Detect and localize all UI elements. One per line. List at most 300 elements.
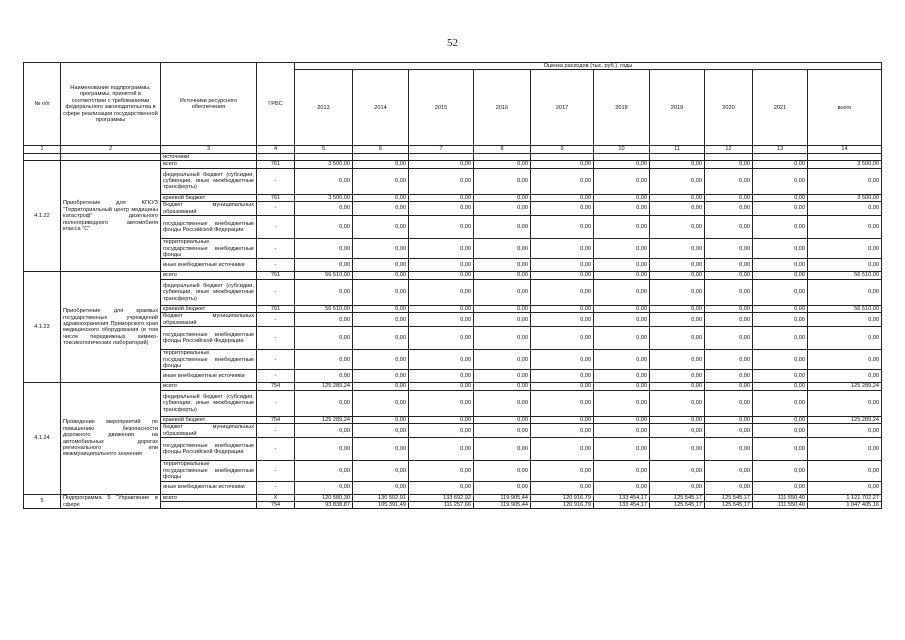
- value-cell: 0,00: [409, 481, 474, 494]
- value-cell: 0,00: [353, 239, 409, 259]
- source-cell: источники: [161, 153, 257, 160]
- header-grbs: ГРБС: [257, 63, 295, 146]
- source-cell: бюджет муниципальных образований: [161, 313, 257, 327]
- value-cell: 0,00: [295, 481, 353, 494]
- value-cell: 0,00: [650, 168, 705, 194]
- header-year: 2017: [531, 70, 594, 146]
- value-cell: 0,00: [531, 424, 594, 438]
- value-cell: 0,00: [705, 305, 753, 312]
- value-cell: 0,00: [705, 327, 753, 350]
- value-cell: 0,00: [705, 481, 753, 494]
- value-cell: 0,00: [295, 313, 353, 327]
- value-cell: 0,00: [409, 370, 474, 383]
- value-cell: 0,00: [808, 390, 882, 416]
- empty-cell: [409, 153, 474, 160]
- value-cell: 0,00: [594, 416, 650, 423]
- item-name: Приобретение для краевых государственных учреждений здравоохранения Приморского края медицинского оборудования (в том числе передвижных химико-токсикологических лабораторий): [61, 272, 161, 383]
- value-cell: 125 545,17: [705, 502, 753, 509]
- value-cell: 0,00: [295, 168, 353, 194]
- value-cell: 0,00: [705, 350, 753, 370]
- value-cell: 0,00: [531, 216, 594, 239]
- grbs-cell: -: [257, 216, 295, 239]
- value-cell: 0,00: [705, 279, 753, 305]
- value-cell: 0,00: [409, 461, 474, 481]
- value-cell: 0,00: [531, 416, 594, 423]
- header-year: 2018: [594, 70, 650, 146]
- value-cell: 0,00: [474, 438, 531, 461]
- page-number: 52: [447, 37, 458, 49]
- value-cell: 0,00: [705, 390, 753, 416]
- item-name: Подпрограмма 5 "Управление в сфере: [61, 494, 161, 509]
- value-cell: 0,00: [594, 194, 650, 201]
- column-number: 2: [61, 146, 161, 153]
- value-cell: 0,00: [650, 239, 705, 259]
- value-cell: 0,00: [753, 327, 808, 350]
- value-cell: 0,00: [474, 168, 531, 194]
- value-cell: 0,00: [409, 416, 474, 423]
- header-year: 2014: [353, 70, 409, 146]
- value-cell: 0,00: [594, 370, 650, 383]
- value-cell: 0,00: [705, 424, 753, 438]
- value-cell: 0,00: [474, 305, 531, 312]
- grbs-cell: -: [257, 350, 295, 370]
- grbs-cell: 754: [257, 502, 295, 509]
- header-year: 2016: [474, 70, 531, 146]
- value-cell: 0,00: [531, 259, 594, 272]
- grbs-cell: 761: [257, 305, 295, 312]
- value-cell: 0,00: [705, 202, 753, 216]
- grbs-cell: -: [257, 327, 295, 350]
- source-cell: краевой бюджет: [161, 305, 257, 312]
- grbs-cell: 754: [257, 416, 295, 423]
- value-cell: 0,00: [753, 161, 808, 168]
- value-cell: 0,00: [353, 259, 409, 272]
- value-cell: 1 121 702,27: [808, 494, 882, 501]
- header-year: 2020: [705, 70, 753, 146]
- header-year: всего: [808, 70, 882, 146]
- item-number: 4.1.23: [24, 272, 61, 383]
- grbs-cell: -: [257, 370, 295, 383]
- grbs-cell: 761: [257, 161, 295, 168]
- source-cell: всего: [161, 494, 257, 501]
- value-cell: 0,00: [808, 438, 882, 461]
- value-cell: 0,00: [594, 327, 650, 350]
- value-cell: 56 510,00: [808, 305, 882, 312]
- value-cell: 0,00: [474, 279, 531, 305]
- value-cell: 120 916,79: [531, 494, 594, 501]
- value-cell: 0,00: [705, 438, 753, 461]
- empty-cell: [353, 153, 409, 160]
- value-cell: 0,00: [474, 313, 531, 327]
- value-cell: 105 391,49: [353, 502, 409, 509]
- value-cell: 0,00: [594, 438, 650, 461]
- value-cell: 0,00: [531, 327, 594, 350]
- value-cell: 120 916,79: [531, 502, 594, 509]
- source-cell: государственные внебюджетные фонды Российской Федерации: [161, 327, 257, 350]
- empty-cell: [24, 153, 61, 160]
- source-cell: федеральный бюджет (субсидии, субвенции, иные межбюджетные трансферты): [161, 279, 257, 305]
- value-cell: 0,00: [753, 370, 808, 383]
- value-cell: 0,00: [353, 272, 409, 279]
- value-cell: 0,00: [409, 438, 474, 461]
- empty-cell: [295, 153, 353, 160]
- value-cell: 0,00: [295, 370, 353, 383]
- value-cell: 0,00: [650, 272, 705, 279]
- value-cell: 0,00: [474, 327, 531, 350]
- source-cell: краевой бюджет: [161, 416, 257, 423]
- value-cell: 0,00: [353, 216, 409, 239]
- value-cell: 0,00: [409, 168, 474, 194]
- value-cell: 0,00: [531, 370, 594, 383]
- value-cell: 0,00: [531, 161, 594, 168]
- source-cell: территориальные государственные внебюджетные фонды: [161, 239, 257, 259]
- value-cell: 3 500,00: [808, 194, 882, 201]
- budget-table: [23, 62, 882, 509]
- value-cell: 0,00: [705, 216, 753, 239]
- value-cell: 0,00: [808, 350, 882, 370]
- column-number-row: [24, 146, 882, 153]
- column-number: 6: [353, 146, 409, 153]
- value-cell: 0,00: [705, 239, 753, 259]
- source-cell: бюджет муниципальных образований: [161, 202, 257, 216]
- value-cell: 0,00: [474, 259, 531, 272]
- value-cell: 0,00: [705, 313, 753, 327]
- value-cell: 0,00: [474, 194, 531, 201]
- source-cell: иные внебюджетные источники: [161, 481, 257, 494]
- value-cell: 0,00: [808, 424, 882, 438]
- value-cell: 125 289,24: [295, 416, 353, 423]
- value-cell: 119 905,44: [474, 494, 531, 501]
- value-cell: 3 500,00: [808, 161, 882, 168]
- value-cell: 0,00: [650, 161, 705, 168]
- value-cell: 0,00: [705, 370, 753, 383]
- value-cell: 0,00: [474, 272, 531, 279]
- value-cell: 0,00: [594, 390, 650, 416]
- column-number: 3: [161, 146, 257, 153]
- value-cell: 0,00: [650, 416, 705, 423]
- value-cell: 0,00: [295, 424, 353, 438]
- header-estimate: Оценка расходов (тыс. руб.), годы: [295, 63, 882, 70]
- value-cell: 0,00: [474, 424, 531, 438]
- value-cell: 0,00: [594, 259, 650, 272]
- value-cell: 133 454,17: [594, 494, 650, 501]
- value-cell: 111 257,66: [409, 502, 474, 509]
- source-cell: федеральный бюджет (субсидии, субвенции, иные межбюджетные трансферты): [161, 168, 257, 194]
- value-cell: 0,00: [409, 390, 474, 416]
- value-cell: 0,00: [650, 202, 705, 216]
- value-cell: 0,00: [295, 202, 353, 216]
- source-cell: государственные внебюджетные фонды Российской Федерации: [161, 438, 257, 461]
- empty-cell: [705, 153, 753, 160]
- value-cell: 0,00: [474, 481, 531, 494]
- value-cell: 0,00: [531, 481, 594, 494]
- value-cell: 0,00: [808, 461, 882, 481]
- value-cell: 0,00: [650, 216, 705, 239]
- value-cell: 125 545,17: [705, 494, 753, 501]
- grbs-cell: -: [257, 424, 295, 438]
- value-cell: 0,00: [409, 216, 474, 239]
- grbs-cell: X: [257, 494, 295, 501]
- column-number: 11: [650, 146, 705, 153]
- value-cell: 0,00: [531, 272, 594, 279]
- value-cell: 0,00: [409, 424, 474, 438]
- source-cell: всего: [161, 383, 257, 390]
- value-cell: 0,00: [474, 416, 531, 423]
- value-cell: 0,00: [409, 259, 474, 272]
- empty-cell: [474, 153, 531, 160]
- value-cell: 125 289,24: [808, 416, 882, 423]
- value-cell: 125 545,17: [650, 502, 705, 509]
- value-cell: 0,00: [808, 239, 882, 259]
- value-cell: 0,00: [353, 383, 409, 390]
- column-number: 5: [295, 146, 353, 153]
- value-cell: 0,00: [650, 390, 705, 416]
- value-cell: 0,00: [753, 168, 808, 194]
- value-cell: 0,00: [808, 481, 882, 494]
- value-cell: 0,00: [353, 161, 409, 168]
- value-cell: 0,00: [650, 438, 705, 461]
- value-cell: 56 510,00: [295, 272, 353, 279]
- value-cell: 125 289,24: [808, 383, 882, 390]
- value-cell: 0,00: [474, 202, 531, 216]
- grbs-cell: -: [257, 202, 295, 216]
- value-cell: 0,00: [650, 305, 705, 312]
- value-cell: 1 047 405,16: [808, 502, 882, 509]
- source-cell: территориальные государственные внебюджетные фонды: [161, 350, 257, 370]
- value-cell: 93 838,87: [295, 502, 353, 509]
- value-cell: 0,00: [753, 305, 808, 312]
- value-cell: 0,00: [594, 424, 650, 438]
- value-cell: 0,00: [295, 239, 353, 259]
- item-number: 5: [24, 494, 61, 509]
- column-number: 13: [753, 146, 808, 153]
- value-cell: 0,00: [353, 416, 409, 423]
- value-cell: 0,00: [295, 438, 353, 461]
- source-cell: всего: [161, 161, 257, 168]
- value-cell: 0,00: [650, 383, 705, 390]
- value-cell: 0,00: [409, 327, 474, 350]
- value-cell: 0,00: [531, 279, 594, 305]
- grbs-cell: -: [257, 259, 295, 272]
- value-cell: 0,00: [594, 216, 650, 239]
- table-row: [24, 272, 882, 279]
- value-cell: 133 454,17: [594, 502, 650, 509]
- value-cell: 0,00: [705, 461, 753, 481]
- value-cell: 0,00: [753, 313, 808, 327]
- value-cell: 0,00: [409, 194, 474, 201]
- source-cell: [161, 502, 257, 509]
- empty-cell: [808, 153, 882, 160]
- value-cell: 0,00: [295, 327, 353, 350]
- value-cell: 56 510,00: [295, 305, 353, 312]
- value-cell: 0,00: [650, 370, 705, 383]
- value-cell: 0,00: [808, 370, 882, 383]
- value-cell: 0,00: [353, 390, 409, 416]
- grbs-cell: -: [257, 313, 295, 327]
- item-number: 4.1.24: [24, 383, 61, 494]
- value-cell: 0,00: [295, 390, 353, 416]
- value-cell: 0,00: [531, 383, 594, 390]
- value-cell: 0,00: [650, 424, 705, 438]
- value-cell: 0,00: [474, 239, 531, 259]
- source-cell: территориальные государственные внебюджетные фонды: [161, 461, 257, 481]
- value-cell: 0,00: [295, 279, 353, 305]
- value-cell: 0,00: [531, 390, 594, 416]
- grbs-cell: -: [257, 390, 295, 416]
- value-cell: 0,00: [353, 279, 409, 305]
- value-cell: 0,00: [594, 279, 650, 305]
- header-name: Наименование подпрограммы, программы, принятой в соответствии с требованиями федерального законодательства в сфере реализации государственной программы: [61, 63, 161, 146]
- value-cell: 0,00: [650, 327, 705, 350]
- value-cell: 0,00: [705, 416, 753, 423]
- value-cell: 0,00: [353, 424, 409, 438]
- value-cell: 3 500,00: [295, 194, 353, 201]
- value-cell: 0,00: [295, 216, 353, 239]
- source-cell: всего: [161, 272, 257, 279]
- value-cell: 0,00: [753, 461, 808, 481]
- value-cell: 0,00: [474, 390, 531, 416]
- empty-cell: [594, 153, 650, 160]
- value-cell: 0,00: [753, 259, 808, 272]
- header-year: 2013: [295, 70, 353, 146]
- value-cell: 0,00: [474, 461, 531, 481]
- value-cell: 0,00: [650, 461, 705, 481]
- value-cell: 0,00: [650, 313, 705, 327]
- grbs-cell: -: [257, 279, 295, 305]
- value-cell: 0,00: [753, 438, 808, 461]
- value-cell: 0,00: [531, 202, 594, 216]
- value-cell: 0,00: [753, 481, 808, 494]
- value-cell: 133 692,92: [409, 494, 474, 501]
- value-cell: 0,00: [531, 168, 594, 194]
- value-cell: 0,00: [594, 461, 650, 481]
- grbs-cell: -: [257, 168, 295, 194]
- table-row: [24, 494, 882, 501]
- value-cell: 0,00: [409, 272, 474, 279]
- value-cell: 0,00: [808, 327, 882, 350]
- value-cell: 0,00: [753, 272, 808, 279]
- header-source: Источники ресурсного обеспечения: [161, 63, 257, 146]
- continuation-row: [24, 153, 882, 160]
- item-name: Проведение мероприятий по повышению безопасности дорожного движения на автомобильных дорогах регионального или межмуниципального значения: [61, 383, 161, 494]
- grbs-cell: -: [257, 438, 295, 461]
- grbs-cell: 754: [257, 383, 295, 390]
- value-cell: 0,00: [531, 239, 594, 259]
- value-cell: 0,00: [594, 168, 650, 194]
- grbs-cell: 761: [257, 194, 295, 201]
- table-row: [24, 383, 882, 390]
- value-cell: 0,00: [531, 350, 594, 370]
- value-cell: 0,00: [753, 390, 808, 416]
- header-year: 2015: [409, 70, 474, 146]
- value-cell: 0,00: [594, 313, 650, 327]
- value-cell: 0,00: [531, 461, 594, 481]
- value-cell: 0,00: [594, 481, 650, 494]
- table-row: [24, 161, 882, 168]
- value-cell: 0,00: [409, 202, 474, 216]
- empty-cell: [753, 153, 808, 160]
- value-cell: 0,00: [409, 161, 474, 168]
- column-number: 12: [705, 146, 753, 153]
- value-cell: 0,00: [409, 350, 474, 370]
- value-cell: 0,00: [531, 305, 594, 312]
- value-cell: 0,00: [295, 259, 353, 272]
- source-cell: бюджет муниципальных образований: [161, 424, 257, 438]
- value-cell: 0,00: [531, 194, 594, 201]
- value-cell: 111 550,40: [753, 502, 808, 509]
- value-cell: 125 545,17: [650, 494, 705, 501]
- item-number: 4.1.22: [24, 161, 61, 272]
- value-cell: 120 580,30: [295, 494, 353, 501]
- value-cell: 0,00: [594, 350, 650, 370]
- empty-cell: [61, 153, 161, 160]
- value-cell: 0,00: [295, 350, 353, 370]
- column-number: 1: [24, 146, 61, 153]
- value-cell: 0,00: [353, 168, 409, 194]
- source-cell: иные внебюджетные источники: [161, 259, 257, 272]
- value-cell: 0,00: [594, 383, 650, 390]
- source-cell: федеральный бюджет (субсидии, субвенции, иные межбюджетные трансферты): [161, 390, 257, 416]
- value-cell: 0,00: [650, 259, 705, 272]
- source-cell: иные внебюджетные источники: [161, 370, 257, 383]
- header-number: № п/п: [24, 63, 61, 146]
- value-cell: 0,00: [650, 279, 705, 305]
- grbs-cell: -: [257, 461, 295, 481]
- value-cell: 119 905,44: [474, 502, 531, 509]
- column-number: 7: [409, 146, 474, 153]
- value-cell: 0,00: [474, 161, 531, 168]
- value-cell: 0,00: [474, 350, 531, 370]
- value-cell: 0,00: [650, 350, 705, 370]
- grbs-cell: -: [257, 239, 295, 259]
- value-cell: 0,00: [474, 216, 531, 239]
- value-cell: 0,00: [753, 202, 808, 216]
- value-cell: 0,00: [753, 216, 808, 239]
- header-year: 2019: [650, 70, 705, 146]
- value-cell: 0,00: [705, 259, 753, 272]
- value-cell: 0,00: [705, 161, 753, 168]
- value-cell: 0,00: [409, 313, 474, 327]
- value-cell: 0,00: [808, 313, 882, 327]
- empty-cell: [257, 153, 295, 160]
- grbs-cell: 761: [257, 272, 295, 279]
- column-number: 10: [594, 146, 650, 153]
- value-cell: 0,00: [594, 202, 650, 216]
- value-cell: 0,00: [409, 305, 474, 312]
- value-cell: 0,00: [594, 272, 650, 279]
- value-cell: 0,00: [594, 161, 650, 168]
- value-cell: 0,00: [705, 194, 753, 201]
- header-row: [24, 63, 882, 70]
- source-cell: краевой бюджет: [161, 194, 257, 201]
- value-cell: 0,00: [353, 313, 409, 327]
- empty-cell: [650, 153, 705, 160]
- value-cell: 0,00: [808, 168, 882, 194]
- value-cell: 0,00: [650, 481, 705, 494]
- value-cell: 0,00: [353, 305, 409, 312]
- value-cell: 0,00: [353, 350, 409, 370]
- value-cell: 0,00: [474, 370, 531, 383]
- header-year: 2021: [753, 70, 808, 146]
- value-cell: 0,00: [594, 239, 650, 259]
- value-cell: 0,00: [594, 305, 650, 312]
- column-number: 9: [531, 146, 594, 153]
- value-cell: 111 550,40: [753, 494, 808, 501]
- value-cell: 0,00: [650, 194, 705, 201]
- value-cell: 0,00: [705, 383, 753, 390]
- value-cell: 0,00: [753, 383, 808, 390]
- value-cell: 0,00: [353, 370, 409, 383]
